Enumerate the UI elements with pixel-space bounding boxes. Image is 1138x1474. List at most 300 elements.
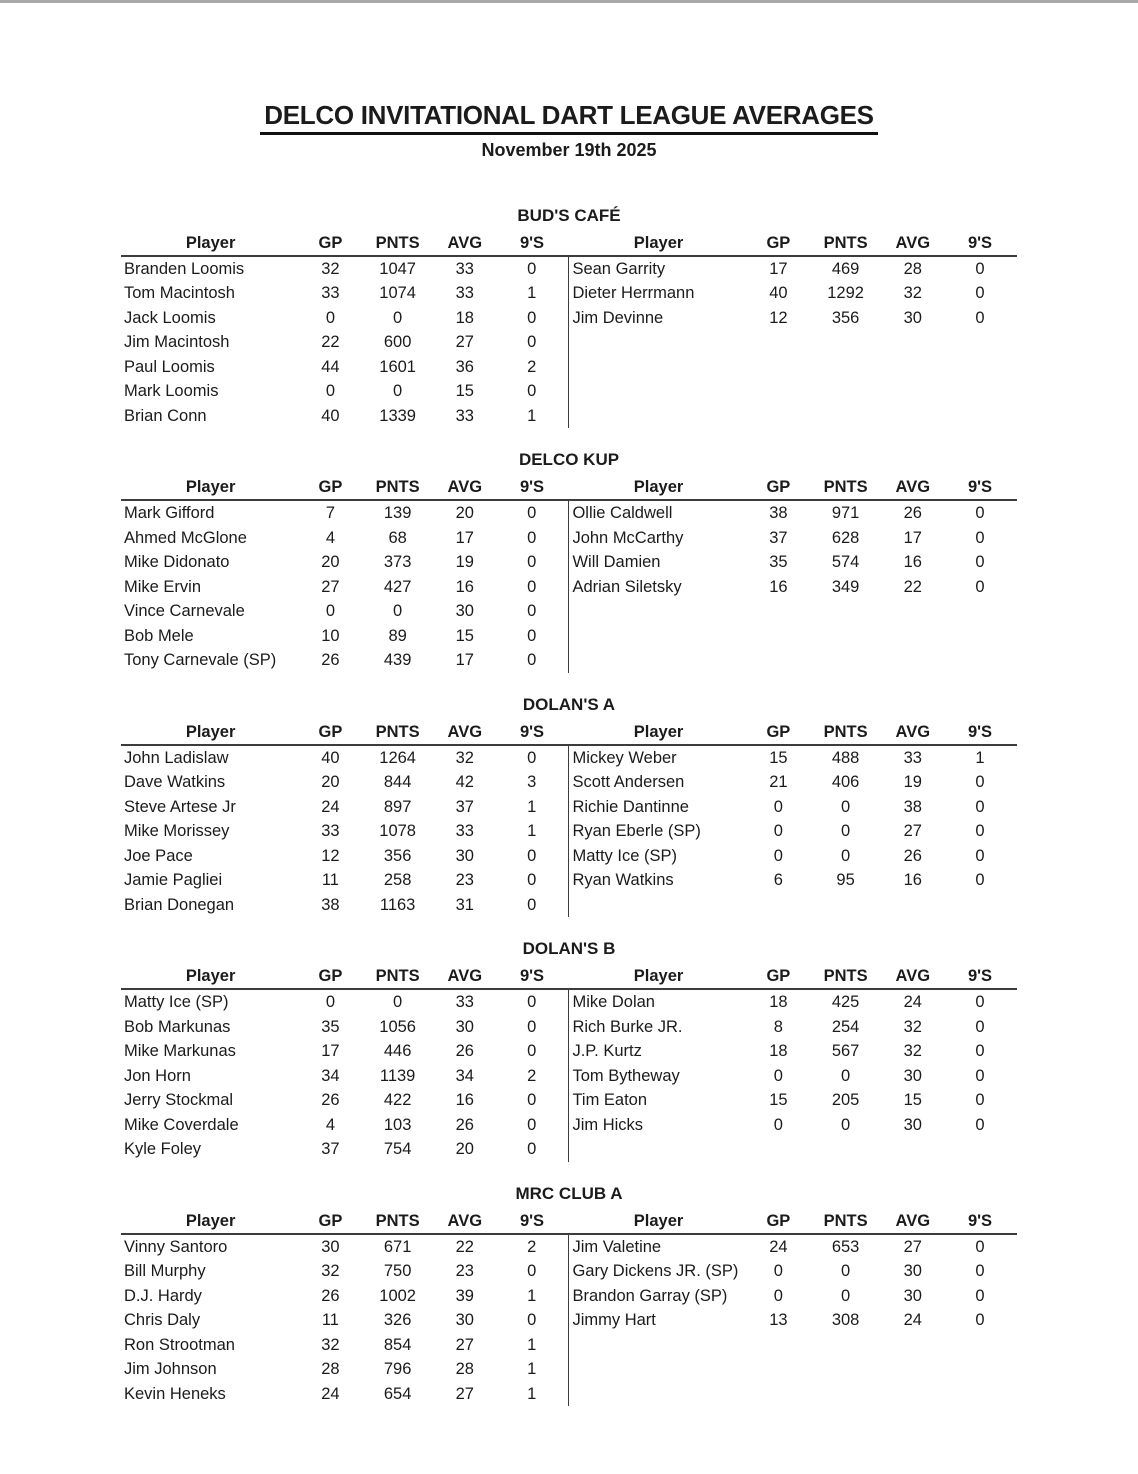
col-header-pnts: PNTS [361,1209,435,1234]
player-name-cell: Richie Dantinne [569,795,748,820]
stat-cell: 349 [831,577,860,596]
stat-cell: 2 [527,357,537,376]
stat-cell [748,1137,808,1162]
stat-cell: 0 [840,797,851,816]
stat-cell [809,355,883,380]
stat-cell: 2 [527,1237,537,1256]
stat-cell: 0 [840,846,851,865]
stat-cell: 0 [527,1017,537,1036]
stat-cell [943,893,1017,918]
stat-cell: 0 [527,333,537,352]
section-title: DOLAN'S B [522,939,616,959]
player-name-cell: J.P. Kurtz [569,1039,748,1064]
stat-cell [883,379,943,404]
stat-cell: 567 [831,1042,860,1061]
stat-cell: 8 [773,1017,783,1036]
stat-cell: 42 [455,773,474,792]
player-name-cell [569,1382,748,1407]
col-header-player: Player [569,720,748,745]
player-name-cell: Dieter Herrmann [569,281,748,306]
stat-cell: 17 [455,651,474,670]
stat-cell: 0 [527,748,537,767]
table-row [121,893,1017,918]
player-name-cell [569,379,748,404]
table-row [121,745,1017,771]
player-name-cell: Brian Conn [124,406,207,425]
stat-cell: 27 [455,1384,474,1403]
stat-cell: 37 [455,797,474,816]
stat-cell: 0 [393,308,403,327]
stat-cell: 33 [455,406,474,425]
table-row [121,1015,1017,1040]
table-row [121,624,1017,649]
stat-cell: 20 [455,1140,474,1159]
player-name-cell: Tony Carnevale (SP) [124,651,277,670]
stat-cell: 30 [321,1237,340,1256]
stat-cell: 103 [383,1115,412,1134]
stat-cell [748,1333,808,1358]
stat-cell: 30 [455,1017,474,1036]
stat-cell: 26 [455,1115,474,1134]
player-name-cell: Jamie Pagliei [124,871,223,890]
table-body [121,745,1017,918]
player-name-cell: Jim Macintosh [124,333,230,352]
averages-table [121,1209,1017,1407]
stat-cell: 7 [325,504,336,523]
team-section [121,204,1017,429]
stat-cell: 0 [975,797,985,816]
col-header-pnts: PNTS [809,231,883,256]
table-row [121,1333,1017,1358]
stat-cell: 17 [903,528,922,547]
stat-cell: 15 [455,626,474,645]
stat-cell: 0 [527,1262,537,1281]
stat-cell: 0 [975,773,985,792]
stat-cell: 37 [769,528,788,547]
stat-cell: 6 [773,871,783,890]
col-header-pnts: PNTS [809,1209,883,1234]
stat-cell: 13 [769,1311,788,1330]
stat-cell: 356 [831,308,860,327]
stat-cell [943,648,1017,673]
stat-cell: 24 [321,797,340,816]
stat-cell: 0 [975,1237,985,1256]
stat-cell: 39 [455,1286,474,1305]
table-row [121,648,1017,673]
col-header-avg: AVG [883,475,943,500]
stat-cell: 0 [975,993,985,1012]
stat-cell: 35 [321,1017,340,1036]
stat-cell: 0 [975,846,985,865]
player-name-cell: Dave Watkins [124,773,226,792]
player-name-cell: Will Damien [569,550,748,575]
stat-cell: 26 [321,651,340,670]
stat-cell: 427 [383,577,412,596]
stat-cell: 30 [455,1311,474,1330]
player-name-cell: John McCarthy [569,526,748,551]
stat-cell: 0 [325,993,336,1012]
table-body [121,256,1017,429]
stat-cell: 27 [455,1335,474,1354]
stat-cell [748,648,808,673]
stat-cell: 19 [455,553,474,572]
stat-cell: 0 [527,528,537,547]
player-name-cell [569,330,748,355]
stat-cell: 1 [527,797,537,816]
stat-cell [943,1137,1017,1162]
col-header-avg: AVG [883,964,943,989]
col-header-avg: AVG [435,720,495,745]
stat-cell: 373 [383,553,412,572]
stat-cell: 0 [393,382,403,401]
table-row [121,575,1017,600]
table-body [121,500,1017,673]
stat-cell: 654 [383,1384,412,1403]
col-header-gp: GP [748,1209,808,1234]
player-name-cell: Steve Artese Jr [124,797,236,816]
player-name-cell: Vince Carnevale [124,602,245,621]
player-name-cell: Matty Ice (SP) [569,844,748,869]
table-row [121,599,1017,624]
stat-cell: 18 [769,993,788,1012]
stat-cell: 574 [831,553,860,572]
table-row [121,795,1017,820]
stat-cell: 0 [527,308,537,327]
stat-cell: 15 [769,1091,788,1110]
stat-cell: 15 [903,1091,922,1110]
stat-cell: 32 [321,259,340,278]
col-header-nines: 9'S [495,720,569,745]
stat-cell: 0 [527,553,537,572]
stat-cell: 28 [455,1360,474,1379]
stat-cell: 28 [903,259,922,278]
player-name-cell [569,355,748,380]
stat-cell: 44 [321,357,340,376]
stat-cell: 0 [527,1042,537,1061]
col-header-player: Player [569,1209,748,1234]
stat-cell: 32 [903,1017,922,1036]
stat-cell: 40 [321,748,340,767]
stat-cell: 30 [455,846,474,865]
stat-cell: 446 [383,1042,412,1061]
stat-cell [809,330,883,355]
stat-cell: 32 [903,284,922,303]
stat-cell: 1 [527,1335,537,1354]
stat-cell [943,355,1017,380]
stat-cell: 0 [975,308,985,327]
stat-cell: 1002 [379,1286,416,1305]
stat-cell [943,404,1017,429]
stat-cell: 32 [903,1042,922,1061]
player-name-cell: Joe Pace [124,846,193,865]
stat-cell: 20 [321,553,340,572]
stat-cell: 27 [321,577,340,596]
title-block [0,3,1138,161]
stat-cell: 0 [975,1311,985,1330]
stat-cell: 1 [975,748,985,767]
player-name-cell [569,893,748,918]
table-row [121,844,1017,869]
col-header-avg: AVG [435,475,495,500]
stat-cell [883,648,943,673]
player-name-cell: D.J. Hardy [124,1286,202,1305]
player-name-cell: Jon Horn [124,1066,191,1085]
stat-cell: 38 [903,797,922,816]
stat-cell: 0 [773,1286,783,1305]
page-date: November 19th 2025 [481,139,657,160]
table-row [121,868,1017,893]
stat-cell [943,1357,1017,1382]
stat-cell: 750 [383,1262,412,1281]
stat-cell: 27 [455,333,474,352]
stat-cell: 0 [975,1017,985,1036]
stat-cell: 33 [455,993,474,1012]
stat-cell: 0 [773,797,783,816]
col-header-avg: AVG [435,964,495,989]
stat-cell: 33 [455,822,474,841]
stat-cell: 0 [975,1042,985,1061]
col-header-gp: GP [748,964,808,989]
stat-cell: 33 [321,284,340,303]
col-header-nines: 9'S [495,964,569,989]
stat-cell [748,893,808,918]
player-name-cell: Mike Morissey [124,822,230,841]
table-row [121,989,1017,1015]
stat-cell [883,330,943,355]
col-header-gp: GP [748,720,808,745]
stat-cell: 425 [831,993,860,1012]
stat-cell: 1 [527,1286,537,1305]
stat-cell: 18 [769,1042,788,1061]
stat-cell: 32 [321,1262,340,1281]
stat-cell: 628 [831,528,860,547]
stat-cell: 26 [903,504,922,523]
col-header-player: Player [569,964,748,989]
stat-cell: 34 [321,1066,340,1085]
stat-cell: 469 [831,259,860,278]
stat-cell: 33 [455,284,474,303]
table-row [121,256,1017,282]
stat-cell: 15 [455,382,474,401]
col-header-avg: AVG [883,720,943,745]
stat-cell: 30 [903,1286,922,1305]
stat-cell [748,355,808,380]
col-header-nines: 9'S [943,475,1017,500]
table-row [121,1234,1017,1260]
stat-cell: 26 [903,846,922,865]
stat-cell: 0 [975,528,985,547]
stat-cell: 23 [455,871,474,890]
stat-cell: 0 [527,626,537,645]
player-name-cell: Mike Ervin [124,577,202,596]
player-name-cell [569,648,748,673]
player-name-cell: Jimmy Hart [569,1308,748,1333]
stat-cell: 40 [321,406,340,425]
stat-cell: 26 [455,1042,474,1061]
table-row [121,355,1017,380]
stat-cell [748,379,808,404]
col-header-nines: 9'S [943,231,1017,256]
table-row [121,770,1017,795]
col-header-player: Player [569,475,748,500]
stat-cell: 38 [321,895,340,914]
stat-cell: 0 [840,1115,851,1134]
player-name-cell: Jim Valetine [569,1234,748,1260]
team-section [121,937,1017,1162]
player-name-cell: Brian Donegan [124,895,235,914]
player-name-cell: Bob Mele [124,626,194,645]
stat-cell: 22 [455,1237,474,1256]
player-name-cell: Mike Markunas [124,1042,236,1061]
col-header-gp: GP [300,475,360,500]
col-header-nines: 9'S [495,1209,569,1234]
stat-cell: 1078 [379,822,416,841]
table-body [121,1234,1017,1407]
stat-cell [809,379,883,404]
header-row [121,1209,1017,1234]
averages-table [121,720,1017,918]
player-name-cell: Kyle Foley [124,1140,202,1159]
stat-cell: 16 [455,577,474,596]
player-name-cell: Jerry Stockmal [124,1091,234,1110]
stat-cell: 488 [831,748,860,767]
stat-cell: 1339 [379,406,416,425]
table-row [121,526,1017,551]
header-row [121,231,1017,256]
stat-cell: 0 [975,1262,985,1281]
table-row [121,1284,1017,1309]
stat-cell: 28 [321,1360,340,1379]
player-name-cell: Tom Macintosh [124,284,235,303]
player-name-cell: Vinny Santoro [124,1237,228,1256]
stat-cell: 1601 [379,357,416,376]
table-row [121,550,1017,575]
stat-cell: 24 [321,1384,340,1403]
stat-cell: 0 [975,577,985,596]
stat-cell: 30 [903,1262,922,1281]
stat-cell: 0 [840,1262,851,1281]
stat-cell: 1264 [379,748,416,767]
stat-cell: 4 [325,1115,336,1134]
stat-cell: 3 [527,773,537,792]
stat-cell: 0 [527,846,537,865]
stat-cell [883,1382,943,1407]
section-title: BUD'S CAFÉ [517,205,621,225]
col-header-player: Player [121,475,300,500]
stat-cell [748,1382,808,1407]
averages-table [121,231,1017,429]
col-header-player: Player [121,720,300,745]
stat-cell: 34 [455,1066,474,1085]
table-body [121,989,1017,1162]
stat-cell: 0 [527,871,537,890]
player-name-cell [569,1357,748,1382]
stat-cell: 897 [383,797,412,816]
stat-cell: 1047 [379,259,416,278]
section-title: DELCO KUP [518,450,620,470]
player-name-cell: Jack Loomis [124,308,216,327]
stat-cell [809,1357,883,1382]
stat-cell: 0 [393,602,403,621]
col-header-pnts: PNTS [361,231,435,256]
stat-cell: 26 [321,1091,340,1110]
stat-cell: 95 [836,871,855,890]
stat-cell [943,1333,1017,1358]
stat-cell: 0 [975,284,985,303]
stat-cell: 254 [831,1017,860,1036]
col-header-player: Player [569,231,748,256]
stat-cell [809,893,883,918]
player-name-cell: Ahmed McGlone [124,528,247,547]
player-name-cell: Ron Strootman [124,1335,235,1354]
stat-cell: 854 [383,1335,412,1354]
col-header-gp: GP [300,1209,360,1234]
stat-cell: 12 [769,308,788,327]
stat-cell: 16 [769,577,788,596]
stat-cell [883,599,943,624]
player-name-cell: Rich Burke JR. [569,1015,748,1040]
stat-cell: 31 [455,895,474,914]
header-row [121,475,1017,500]
stat-cell: 0 [975,504,985,523]
stat-cell: 4 [325,528,336,547]
stat-cell: 27 [903,1237,922,1256]
col-header-player: Player [121,964,300,989]
header-row [121,964,1017,989]
col-header-pnts: PNTS [809,720,883,745]
col-header-pnts: PNTS [361,720,435,745]
stat-cell: 1 [527,406,537,425]
stat-cell: 20 [321,773,340,792]
stat-cell: 0 [527,382,537,401]
col-header-avg: AVG [883,231,943,256]
stat-cell [883,404,943,429]
stat-cell: 27 [903,822,922,841]
table-row [121,1308,1017,1333]
stat-cell [748,330,808,355]
stat-cell [748,404,808,429]
stat-cell: 1163 [379,895,416,914]
stat-cell: 0 [975,1286,985,1305]
stat-cell: 0 [840,1066,851,1085]
stat-cell [748,624,808,649]
stat-cell: 1 [527,284,537,303]
stat-cell: 33 [455,259,474,278]
stat-cell: 600 [383,333,412,352]
stat-cell: 258 [383,871,412,890]
stat-cell: 0 [975,553,985,572]
stat-cell: 439 [383,651,412,670]
player-name-cell: Mickey Weber [569,745,748,771]
stat-cell: 17 [321,1042,340,1061]
stat-cell: 205 [831,1091,860,1110]
stat-cell [748,1357,808,1382]
stat-cell: 0 [773,1066,783,1085]
team-section [121,1182,1017,1407]
col-header-gp: GP [300,720,360,745]
stat-cell: 21 [769,773,788,792]
averages-table [121,475,1017,673]
stat-cell: 22 [321,333,340,352]
player-name-cell: Jim Hicks [569,1113,748,1138]
sections [121,204,1017,1407]
player-name-cell: Ryan Eberle (SP) [569,819,748,844]
player-name-cell: Bob Markunas [124,1017,231,1036]
stat-cell: 33 [321,822,340,841]
stat-cell: 18 [455,308,474,327]
stat-cell: 1 [527,822,537,841]
table-row [121,281,1017,306]
